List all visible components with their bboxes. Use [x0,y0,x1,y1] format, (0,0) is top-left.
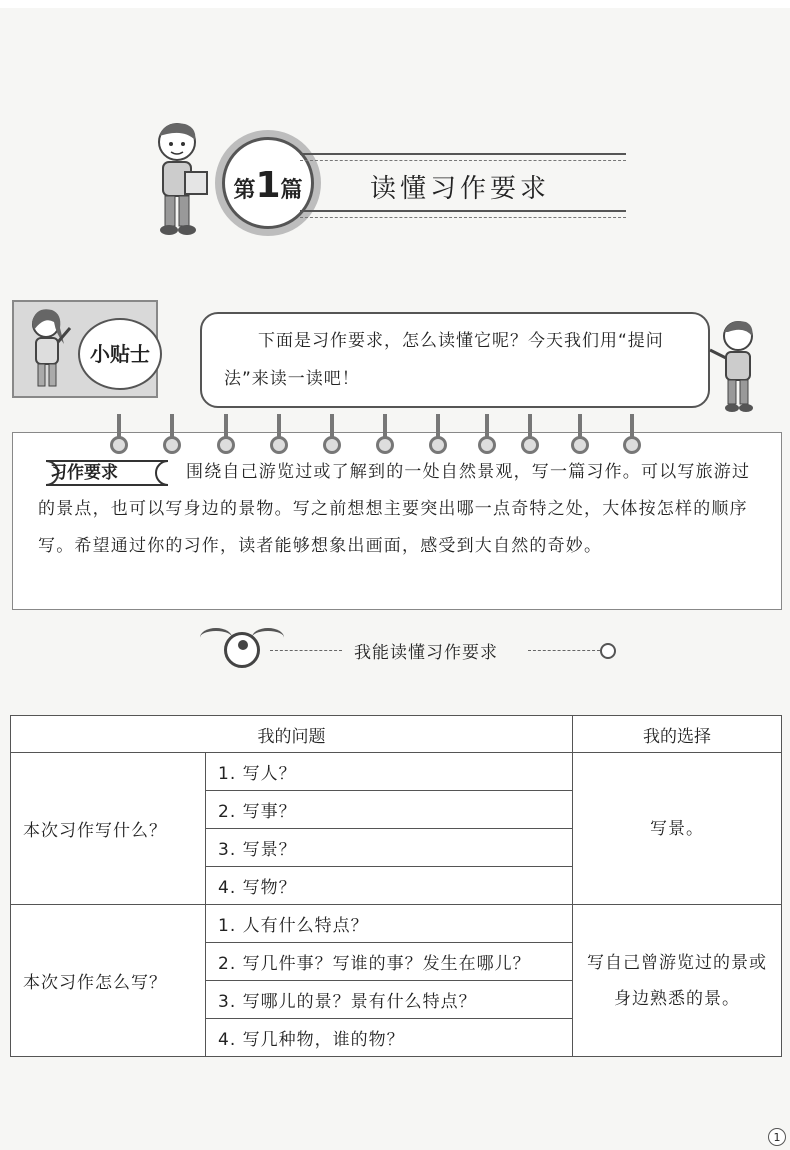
girl-waving-illustration [22,304,78,394]
ring [571,436,589,454]
heading-dash-right [528,650,600,651]
ring-hook [330,414,334,438]
bird-icon [224,632,260,668]
chapter-rule-top-dashed [300,160,626,161]
page-number: 1 [768,1128,786,1146]
ring [323,436,341,454]
chapter-rule-bottom-dashed [300,217,626,218]
ring-hook [485,414,489,438]
category-cell: 本次习作怎么写？ [11,905,206,1057]
table-row [11,753,782,791]
choice-cell: 写自己曾游览过的景或身边熟悉的景。 [573,905,782,1057]
question-cell: 3. 写哪儿的景？景有什么特点？ [206,981,573,1019]
ring [376,436,394,454]
question-cell: 2. 写几件事？写谁的事？发生在哪儿？ [206,943,573,981]
chapter-number-label: 第1篇 [233,165,303,206]
question-table [10,715,782,1057]
requirement-text: 围绕自己游览过或了解到的一处自然景观，写一篇习作。可以写旅游过的景点，也可以写身边的景物。写之前想想主要突出哪一点奇特之处，大体按怎样的顺序写。希望通过你的习作，读者能够想象出画面，感受到大自然的奇妙。 [38,462,751,556]
question-cell: 1. 人有什么特点？ [206,905,573,943]
table-row [11,905,782,943]
ring [217,436,235,454]
ring-hook [436,414,440,438]
ring-hook [170,414,174,438]
section-heading-text: 我能读懂习作要求 [354,643,498,663]
ring [270,436,288,454]
chapter-rule-top [300,153,626,155]
choice-cell: 写景。 [573,753,782,905]
question-cell: 1. 写人？ [206,753,573,791]
ring-hook [528,414,532,438]
question-cell: 4. 写物？ [206,867,573,905]
tip-label: 小贴士 [90,342,150,366]
tip-text: 下面是习作要求，怎么读懂它呢？今天我们用“提问法”来读一读吧！ [224,331,664,389]
boy-pointing-illustration [708,314,768,414]
category-cell: 本次习作写什么？ [11,753,206,905]
heading-dash-left [270,650,342,651]
ring [521,436,539,454]
requirement-tag: 习作要求 [50,463,118,483]
header-choice: 我的选择 [573,716,782,753]
question-cell: 3. 写景？ [206,829,573,867]
ring [623,436,641,454]
ring-hook [117,414,121,438]
bird-eye [238,640,248,650]
ring-hook [578,414,582,438]
table-header-row [11,716,782,753]
ring [478,436,496,454]
ring-hook [630,414,634,438]
boy-reading-illustration [145,118,215,243]
ring [429,436,447,454]
ring-hook [383,414,387,438]
chapter-title: 读懂习作要求 [369,174,550,204]
chapter-rule-bottom [300,210,626,212]
page-top-edge [0,0,790,8]
question-cell: 4. 写几种物，谁的物？ [206,1019,573,1057]
header-question: 我的问题 [11,716,573,753]
heading-end-circle [600,643,616,659]
ring [110,436,128,454]
ring-hook [224,414,228,438]
ring [163,436,181,454]
ring-hook [277,414,281,438]
question-cell: 2. 写事？ [206,791,573,829]
